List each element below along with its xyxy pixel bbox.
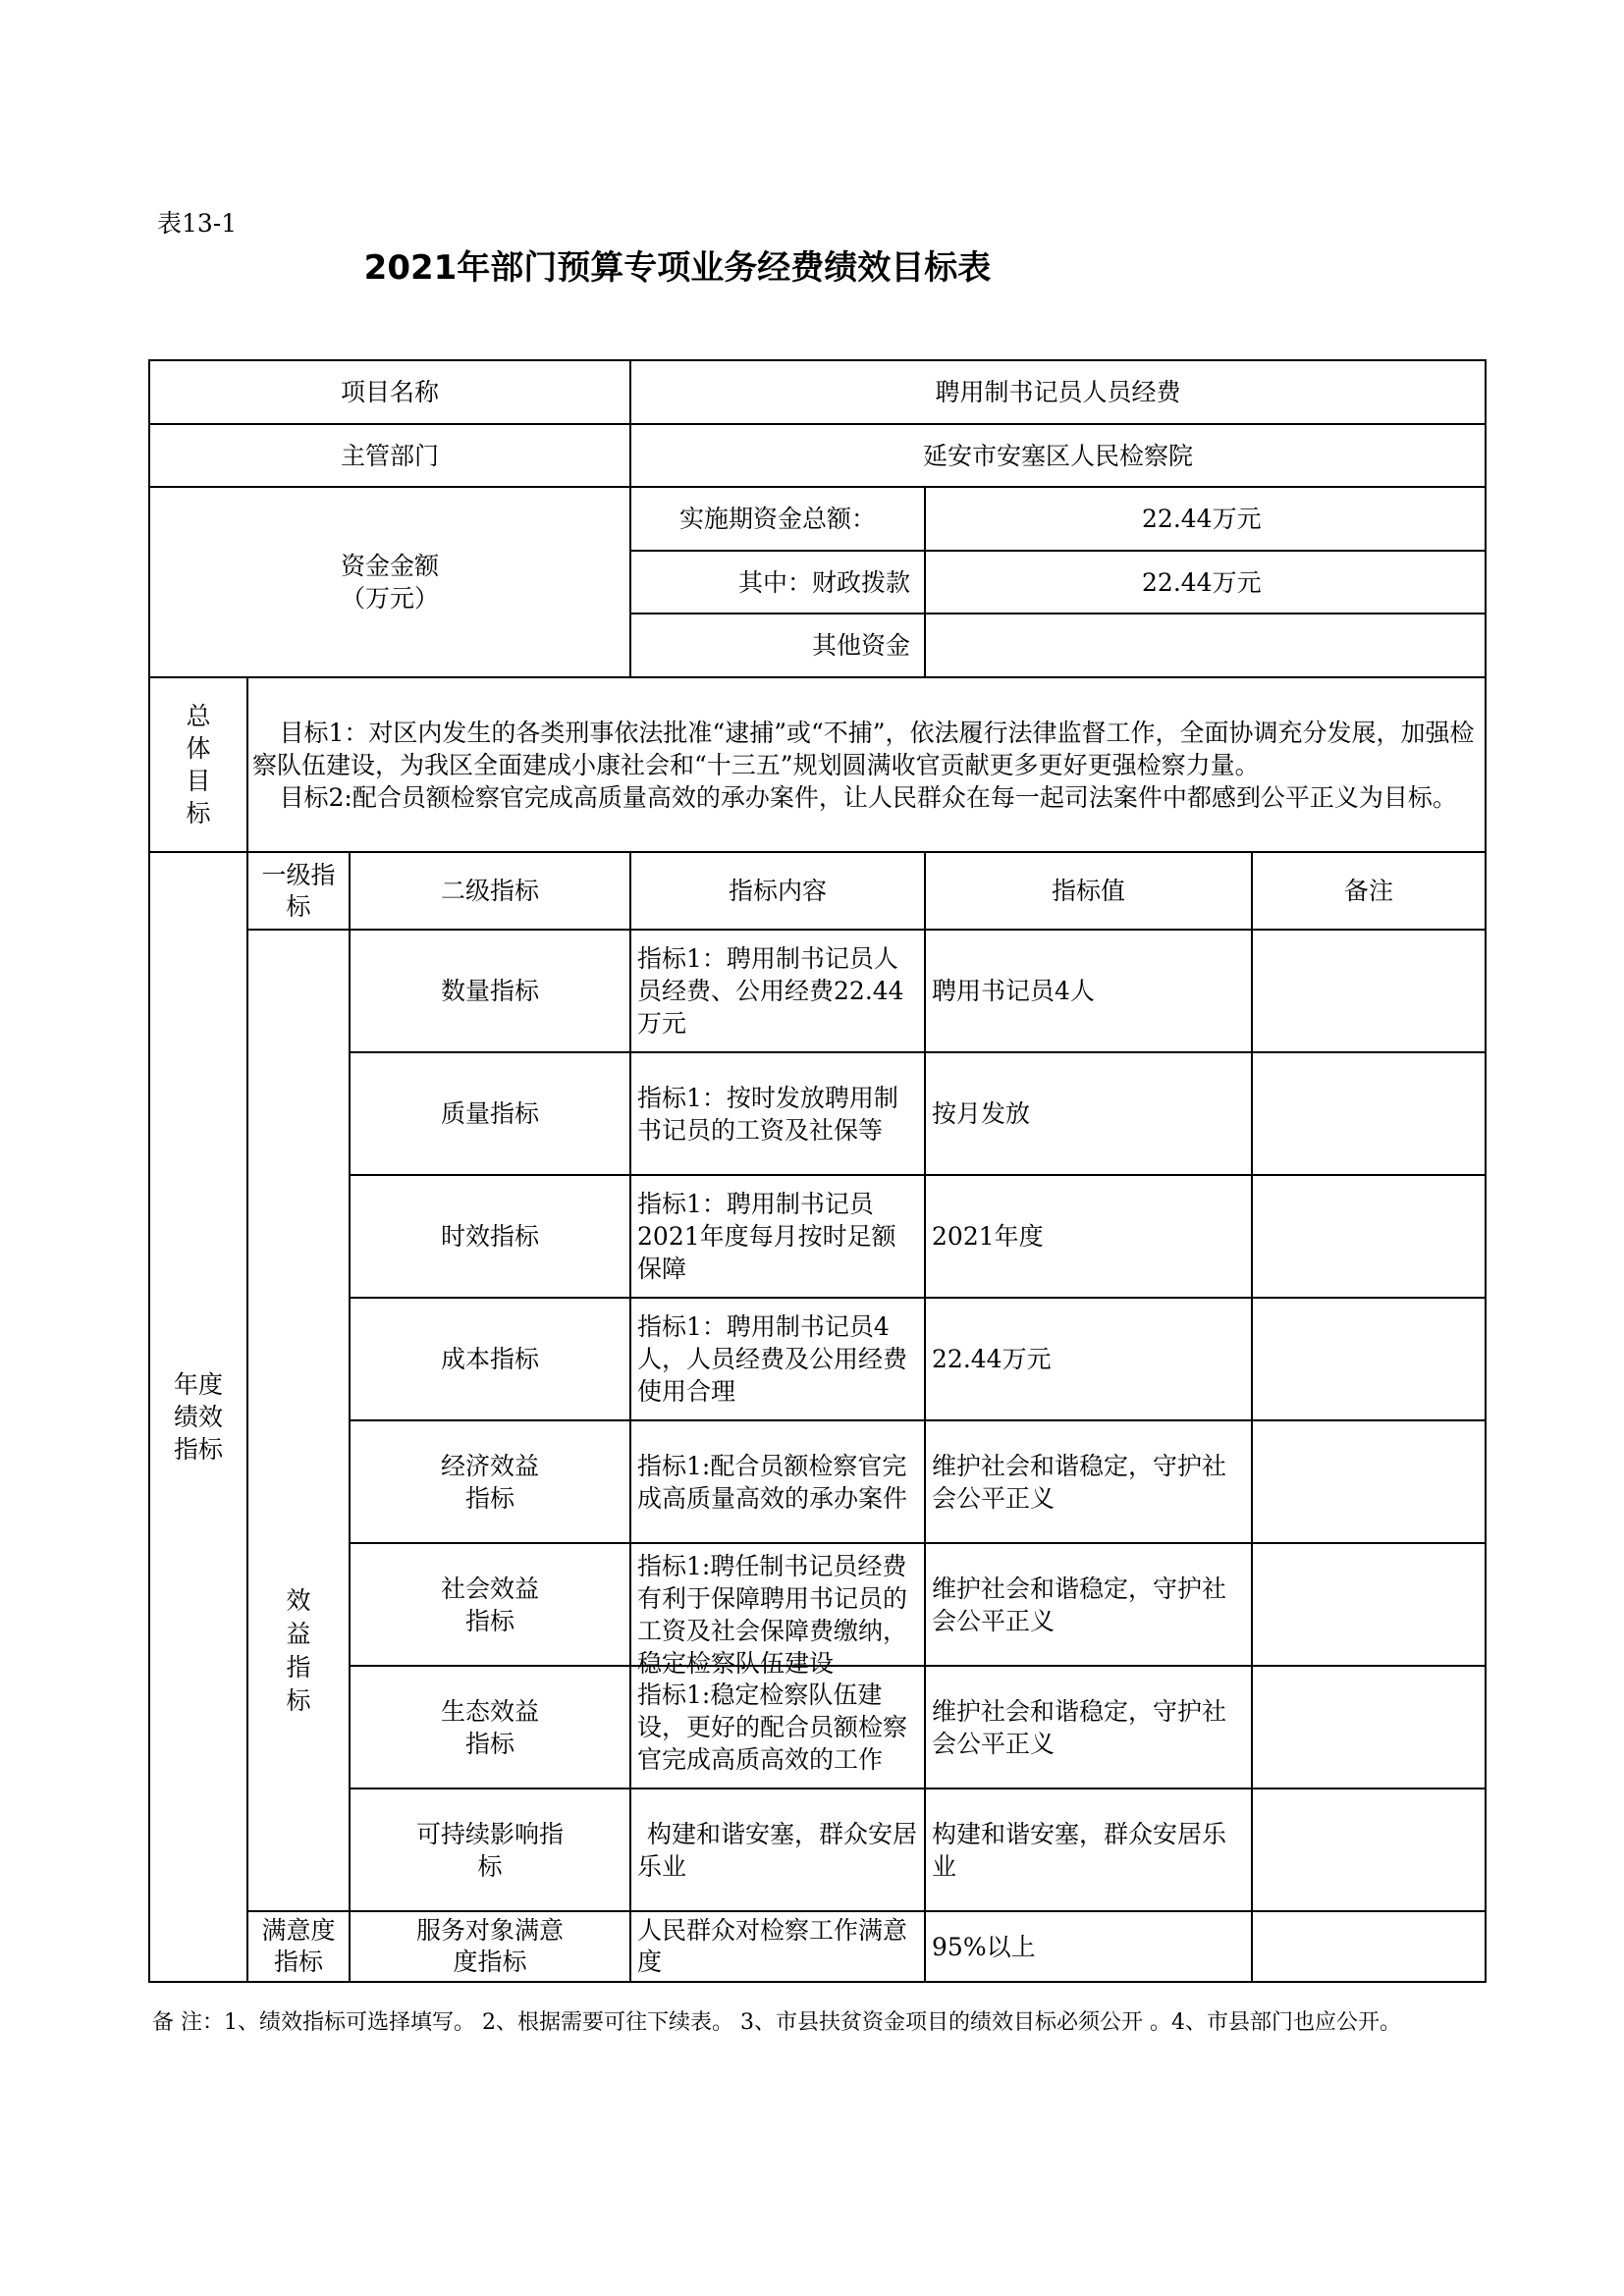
indicator-note bbox=[1252, 1420, 1486, 1543]
funds-row-value: 22.44万元 bbox=[925, 487, 1486, 551]
level2-indicator: 时效指标 bbox=[350, 1175, 630, 1298]
indicator-row bbox=[149, 1298, 1486, 1420]
indicator-content: 指标1：聘用制书记员2021年度每月按时足额保障 bbox=[630, 1175, 925, 1298]
department-label: 主管部门 bbox=[149, 424, 630, 487]
indicator-note bbox=[1252, 930, 1486, 1052]
footnote: 备 注：1、绩效指标可选择填写。 2、根据需要可往下续表。 3、市县扶贫资金项目的绩效目标必须公开 。4、市县部门也应公开。 bbox=[152, 2010, 1401, 2035]
indicator-value: 维护社会和谐稳定，守护社会公平正义 bbox=[925, 1666, 1252, 1789]
project-name-value: 聘用制书记员人员经费 bbox=[630, 360, 1486, 424]
funds-total-row bbox=[149, 487, 1486, 551]
satisfaction-level1: 满意度指标 bbox=[247, 1911, 350, 1982]
department-value: 延安市安塞区人民检察院 bbox=[630, 424, 1486, 487]
header-level2: 二级指标 bbox=[350, 852, 630, 930]
funds-row-label: 实施期资金总额： bbox=[630, 487, 925, 551]
level2-indicator: 质量指标 bbox=[350, 1052, 630, 1175]
indicator-content: 指标1:聘任制书记员经费有利于保障聘用书记员的工资及社会保障费缴纳，稳定检察队伍建设 bbox=[630, 1543, 925, 1666]
satisfaction-level2: 服务对象满意度指标 bbox=[350, 1911, 630, 1982]
indicator-value: 22.44万元 bbox=[925, 1298, 1252, 1420]
indicator-row bbox=[149, 1052, 1486, 1175]
annual-indicator-label-text: 年度绩效指标 bbox=[173, 1370, 223, 1464]
overall-goal-content bbox=[247, 677, 1486, 852]
funds-label-line1: 资金金额 bbox=[341, 552, 440, 580]
performance-target-table bbox=[148, 359, 1487, 1983]
indicator-note bbox=[1252, 1052, 1486, 1175]
indicator-content: 指标1：按时发放聘用制书记员的工资及社保等 bbox=[630, 1052, 925, 1175]
indicator-value: 维护社会和谐稳定，守护社会公平正义 bbox=[925, 1543, 1252, 1666]
overall-goal-label-text: 总体目标 bbox=[186, 702, 211, 828]
funds-row-value bbox=[925, 614, 1486, 677]
project-row bbox=[149, 360, 1486, 424]
funds-row-value: 22.44万元 bbox=[925, 551, 1486, 614]
indicator-value: 按月发放 bbox=[925, 1052, 1252, 1175]
funds-row-label: 其他资金 bbox=[630, 614, 925, 677]
indicator-row bbox=[149, 1789, 1486, 1911]
output-benefit-column bbox=[247, 930, 350, 1911]
level2-indicator: 成本指标 bbox=[350, 1298, 630, 1420]
header-content: 指标内容 bbox=[630, 852, 925, 930]
indicator-value: 2021年度 bbox=[925, 1175, 1252, 1298]
goal-1: 目标1：对区内发生的各类刑事依法批准“逮捕”或“不捕”，依法履行法律监督工作，全面协调充分发展，加强检察队伍建设，为我区全面建成小康社会和“十三五”规划圆满收官贡献更多更好更强检察力量。 bbox=[252, 718, 1475, 779]
indicator-value: 构建和谐安塞，群众安居乐业 bbox=[925, 1789, 1252, 1911]
annual-indicator-label bbox=[149, 852, 247, 1982]
indicator-row bbox=[149, 1543, 1486, 1666]
indicator-content: 指标1:稳定检察队伍建设，更好的配合员额检察官完成高质高效的工作 bbox=[630, 1666, 925, 1789]
indicator-row bbox=[149, 1175, 1486, 1298]
level2-indicator: 数量指标 bbox=[350, 930, 630, 1052]
indicator-note bbox=[1252, 1666, 1486, 1789]
header-value: 指标值 bbox=[925, 852, 1252, 930]
indicator-note bbox=[1252, 1298, 1486, 1420]
page-title: 2021年部门预算专项业务经费绩效目标表 bbox=[363, 248, 992, 288]
indicator-note bbox=[1252, 1789, 1486, 1911]
level2-indicator: 经济效益指标 bbox=[350, 1420, 630, 1543]
satisfaction-note bbox=[1252, 1911, 1486, 1982]
indicator-note bbox=[1252, 1175, 1486, 1298]
level2-indicator: 生态效益指标 bbox=[350, 1666, 630, 1789]
header-level1: 一级指标 bbox=[247, 852, 350, 930]
overall-goal-row bbox=[149, 677, 1486, 852]
indicator-header-row bbox=[149, 852, 1486, 930]
funds-label-line2: （万元） bbox=[341, 584, 440, 613]
indicator-content: 指标1：聘用制书记员人员经费、公用经费22.44万元 bbox=[630, 930, 925, 1052]
indicator-value: 聘用书记员4人 bbox=[925, 930, 1252, 1052]
indicator-content: 指标1：聘用制书记员4人，人员经费及公用经费使用合理 bbox=[630, 1298, 925, 1420]
goal-2: 目标2:配合员额检察官完成高质量高效的承办案件，让人民群众在每一起司法案件中都感到公平正义为目标。 bbox=[279, 782, 1457, 812]
funds-label bbox=[149, 487, 630, 677]
indicator-row bbox=[149, 1666, 1486, 1789]
indicator-row bbox=[149, 1420, 1486, 1543]
indicator-content: 构建和谐安塞，群众安居乐业 bbox=[630, 1789, 925, 1911]
indicator-note bbox=[1252, 1543, 1486, 1666]
indicator-row bbox=[149, 930, 1486, 1052]
table-number: 表13-1 bbox=[157, 209, 238, 238]
funds-row-label: 其中：财政拨款 bbox=[630, 551, 925, 614]
satisfaction-value: 95%以上 bbox=[925, 1911, 1252, 1982]
indicator-content: 指标1:配合员额检察官完成高质量高效的承办案件 bbox=[630, 1420, 925, 1543]
level2-indicator: 可持续影响指标 bbox=[350, 1789, 630, 1911]
indicator-value: 维护社会和谐稳定，守护社会公平正义 bbox=[925, 1420, 1252, 1543]
department-row bbox=[149, 424, 1486, 487]
satisfaction-row bbox=[149, 1911, 1486, 1982]
satisfaction-content: 人民群众对检察工作满意度 bbox=[630, 1911, 925, 1982]
project-name-label: 项目名称 bbox=[149, 360, 630, 424]
header-note: 备注 bbox=[1252, 852, 1486, 930]
overall-goal-label bbox=[149, 677, 247, 852]
level2-indicator: 社会效益指标 bbox=[350, 1543, 630, 1666]
benefit-indicator-label: 效益指标 bbox=[286, 1586, 311, 1715]
